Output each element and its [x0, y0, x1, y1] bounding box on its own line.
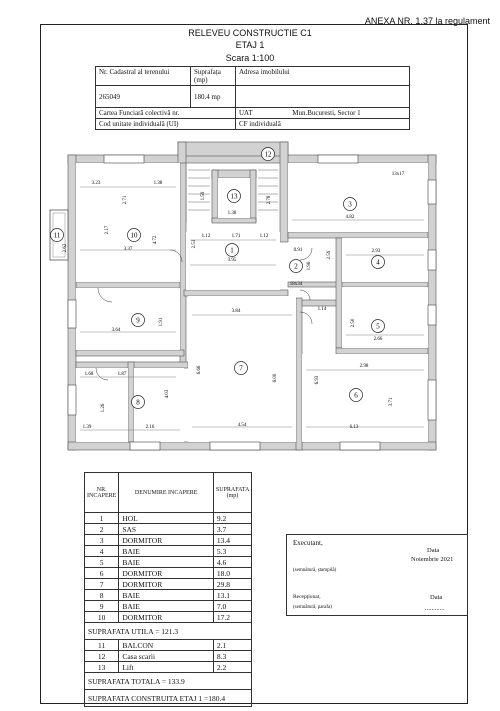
- room-number: 4: [376, 258, 380, 267]
- dimension-label: 1.12: [201, 234, 211, 239]
- dimension-label: 1.59: [201, 191, 206, 201]
- room-nr: 4: [85, 546, 119, 557]
- total-area: SUPRAFATA TOTALA = 133.9: [85, 673, 252, 690]
- rooms-body: [85, 513, 252, 623]
- room-name: BAIE: [119, 601, 214, 612]
- room-nr: 12: [85, 651, 119, 662]
- room-name: SAS: [119, 524, 214, 535]
- room-area: 2.2: [213, 662, 251, 673]
- executant-label: Executant,: [293, 539, 323, 547]
- table-row: [85, 662, 252, 673]
- floor-plan: [0, 140, 500, 470]
- dimension-label: 2.71: [123, 195, 128, 205]
- room-area: 2.1: [213, 640, 251, 651]
- dimension-label: 1.38: [227, 211, 237, 216]
- sign-parafa: (semnătură, parafa): [293, 605, 332, 610]
- dimension-label: 3.84: [231, 309, 241, 314]
- dimension-label: 6.66: [197, 365, 202, 375]
- useful-area: SUPRAFATA UTILA = 121.3: [85, 623, 252, 640]
- date-label: Data: [427, 547, 440, 554]
- room-number: 11: [53, 231, 61, 240]
- uat-label: UAT: [239, 109, 253, 117]
- table-row: [85, 590, 252, 601]
- room-nr: 10: [85, 612, 119, 623]
- extra-body: [85, 640, 252, 673]
- built-area: SUPRAFATA CONSTRUITA ETAJ 1 =180.4: [85, 690, 252, 707]
- rooms-table: [84, 472, 252, 707]
- dimension-label: 2.98: [359, 364, 369, 369]
- room-number: 9: [136, 316, 140, 325]
- room-name: Lift: [119, 662, 214, 673]
- scale-label: Scara 1:100: [225, 53, 275, 63]
- room-area: 29.8: [213, 579, 251, 590]
- cf-collective-label: Cartea Funciară colectivă nr.: [96, 108, 236, 119]
- dimension-label: 2.17: [105, 225, 110, 235]
- unit-code-label: Cod unitate individuală (UI): [96, 119, 236, 130]
- room-name: DORMITOR: [119, 612, 214, 623]
- dimension-label: 0.91: [293, 248, 303, 253]
- room-number: 6: [354, 391, 358, 400]
- date-dots: ............: [425, 605, 445, 612]
- room-nr: 5: [85, 557, 119, 568]
- dimension-label: 18x34: [289, 282, 303, 287]
- dimension-label: 3.71: [389, 397, 394, 407]
- room-nr: 13: [85, 662, 119, 673]
- annex-label: ANEXA NR. 1.37 la regulament: [364, 16, 490, 26]
- room-number: 3: [348, 200, 352, 209]
- dimension-label: 3.95: [227, 258, 237, 263]
- dimension-label: 1.14: [317, 307, 327, 312]
- room-name: BAIE: [119, 546, 214, 557]
- table-row: [85, 601, 252, 612]
- room-name: BAIE: [119, 590, 214, 601]
- dimension-label: 1.71: [231, 234, 241, 239]
- uat-value: Mun.Bucuresti, Sector 1: [292, 109, 361, 117]
- room-nr: 11: [85, 640, 119, 651]
- room-name: DORMITOR: [119, 535, 214, 546]
- dimension-label: 1.68: [84, 372, 94, 377]
- dimension-label: 1.12: [259, 234, 269, 239]
- col-area: SUPRAFATA (mp): [213, 473, 251, 513]
- room-nr: 1: [85, 513, 119, 524]
- receptionat-label: Recepționat,: [293, 594, 321, 600]
- room-nr: 6: [85, 568, 119, 579]
- room-number: 5: [376, 322, 380, 331]
- sign-stamp: (semnătură, ștampilă): [293, 568, 337, 573]
- room-area: 5.3: [213, 546, 251, 557]
- date-label-2: Data: [430, 594, 443, 601]
- dimension-label: 4.54: [237, 423, 247, 428]
- dimension-label: 2.62: [63, 243, 68, 253]
- room-number: 1: [230, 246, 234, 255]
- room-name: DORMITOR: [119, 579, 214, 590]
- room-number: 2: [294, 262, 298, 271]
- dimension-label: 2.78: [267, 195, 272, 205]
- dimension-label: 6.00: [273, 373, 278, 383]
- dimension-label: 13x17: [391, 172, 405, 177]
- dimension-label: 2.53: [192, 239, 197, 249]
- table-row: [85, 568, 252, 579]
- dimension-label: 1.91: [159, 317, 164, 327]
- table-row: [85, 557, 252, 568]
- room-name: DORMITOR: [119, 568, 214, 579]
- dimension-label: 3.37: [123, 247, 133, 252]
- room-number: 10: [130, 231, 138, 240]
- dimension-label: 2.50: [351, 318, 356, 328]
- room-name: BAIE: [119, 557, 214, 568]
- dimension-label: 2.66: [373, 337, 383, 342]
- table-row: [85, 513, 252, 524]
- room-number: 13: [230, 192, 238, 201]
- room-area: 17.2: [213, 612, 251, 623]
- dimension-label: 6.93: [315, 375, 320, 385]
- info-table: [95, 66, 410, 130]
- room-area: 7.0: [213, 601, 251, 612]
- room-nr: 3: [85, 535, 119, 546]
- dimension-label: 3.23: [91, 181, 101, 186]
- table-row: [85, 612, 252, 623]
- area-label: Suprafața (mp): [191, 67, 236, 86]
- floor-label: ETAJ 1: [235, 40, 265, 50]
- room-area: 4.6: [213, 557, 251, 568]
- table-row: [85, 524, 252, 535]
- dimension-label: 6.13: [349, 425, 359, 430]
- room-area: 13.4: [213, 535, 251, 546]
- room-area: 8.3: [213, 651, 251, 662]
- dimension-label: 1.38: [153, 181, 163, 186]
- dimension-label: 4.03: [165, 389, 170, 399]
- dimension-label: 1.39: [82, 425, 92, 430]
- room-nr: 7: [85, 579, 119, 590]
- table-row: [85, 535, 252, 546]
- dimension-label: 3.64: [111, 328, 121, 333]
- room-number: 8: [136, 398, 140, 407]
- room-number: 12: [264, 150, 272, 159]
- dimension-label: 4.72: [153, 235, 158, 245]
- room-name: Casa scarii: [119, 651, 214, 662]
- room-name: BALCON: [119, 640, 214, 651]
- page-title: RELEVEU CONSTRUCTIE C1: [188, 28, 312, 38]
- address-label: Adresa imobilului: [236, 67, 410, 86]
- room-area: 9.2: [213, 513, 251, 524]
- dimension-label: 1.87: [117, 372, 127, 377]
- room-area: 13.1: [213, 590, 251, 601]
- room-nr: 2: [85, 524, 119, 535]
- dimension-label: 2.93: [371, 249, 381, 254]
- date-value: Noiembrie 2021: [411, 556, 454, 563]
- cadastral-value: 265049: [96, 86, 191, 108]
- dimension-label: 4.82: [345, 215, 355, 220]
- dimension-label: 2.59: [327, 250, 332, 260]
- signature-box: [286, 534, 468, 616]
- col-name: DENUMIRE INCAPERE: [119, 473, 214, 513]
- room-nr: 8: [85, 590, 119, 601]
- cf-individual-label: CF individuală: [236, 119, 410, 130]
- col-nr: NR. INCAPERE: [85, 473, 119, 513]
- table-row: [85, 640, 252, 651]
- room-number: 7: [239, 364, 243, 373]
- dimension-label: 1.26: [101, 403, 106, 413]
- area-value: 180.4 mp: [191, 86, 236, 108]
- table-row: [85, 651, 252, 662]
- dimension-label: 2.16: [145, 425, 155, 430]
- dimension-label: 1.96: [307, 261, 312, 271]
- room-area: 18.0: [213, 568, 251, 579]
- room-name: HOL: [119, 513, 214, 524]
- room-nr: 9: [85, 601, 119, 612]
- table-row: [85, 546, 252, 557]
- cadastral-label: Nr. Cadastral al terenului: [96, 67, 191, 86]
- room-area: 3.7: [213, 524, 251, 535]
- table-row: [85, 579, 252, 590]
